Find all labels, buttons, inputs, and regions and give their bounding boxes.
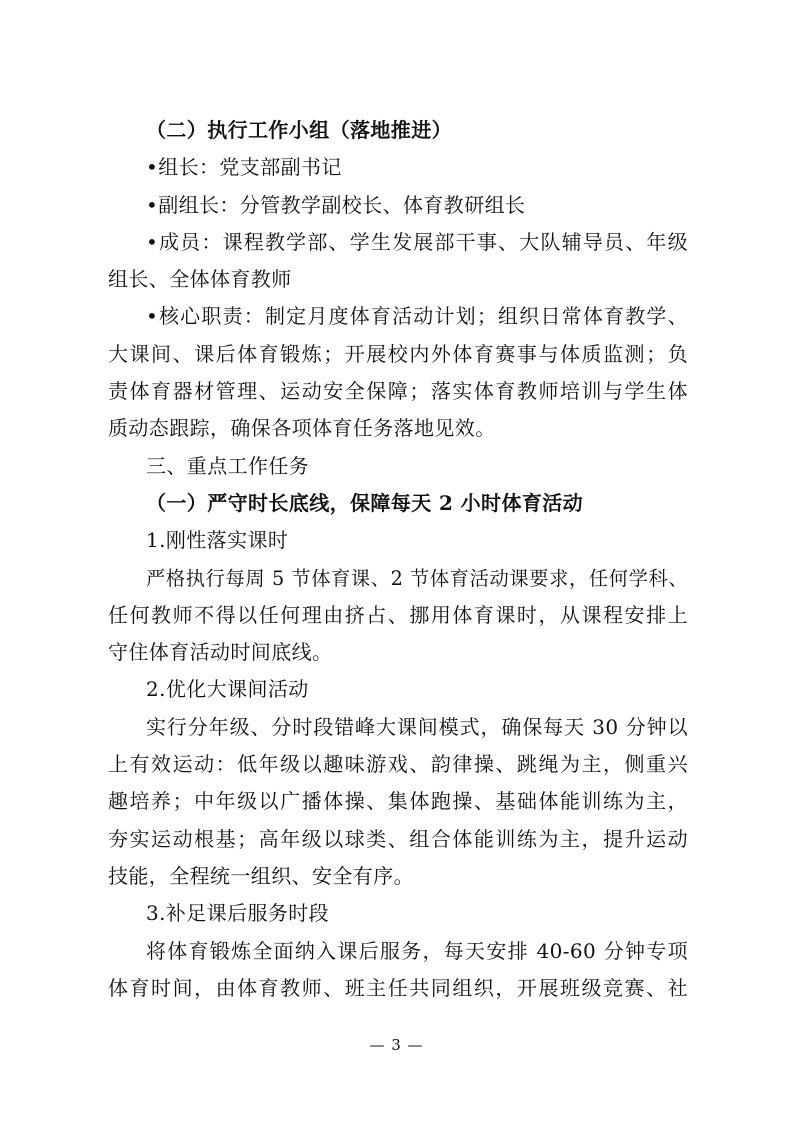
paragraph-line: 组长、全体体育教师 (108, 267, 292, 292)
paragraph-line: 将体育锻炼全面纳入课后服务，每天安排 40-60 分钟专项 (146, 938, 688, 963)
page-number: — 3 — (369, 1036, 424, 1054)
paragraph-line: 体育时间，由体育教师、班主任共同组织，开展班级竞赛、社 (108, 975, 688, 1000)
paragraph-line: •组长：党支部副书记 (146, 155, 342, 180)
paragraph-line: 大课间、课后体育锻炼；开展校内外体育赛事与体质监测；负 (108, 341, 688, 366)
paragraph-line: 守住体育活动时间底线。 (108, 640, 333, 665)
paragraph-line: 趣培养；中年级以广播体操、集体跑操、基础体能训练为主， (108, 789, 688, 814)
paragraph-line: 严格执行每周 5 节体育课、2 节体育活动课要求，任何学科、 (146, 566, 688, 590)
paragraph-line: 任何教师不得以任何理由挤占、挪用体育课时，从课程安排上 (108, 602, 688, 627)
section-heading: 三、重点工作任务 (146, 453, 310, 478)
paragraph-line: •成员：课程教学部、学生发展部干事、大队辅导员、年级 (146, 229, 688, 254)
paragraph-line: •核心职责：制定月度体育活动计划；组织日常体育教学、 (146, 304, 688, 329)
item-heading: 3.补足课后服务时段 (146, 901, 330, 926)
paragraph-line: （二）执行工作小组（落地推进） (146, 118, 452, 142)
subsection-heading: （一）严守时长底线，保障每天 2 小时体育活动 (146, 490, 584, 515)
paragraph-line: 技能，全程统一组织、安全有序。 (108, 863, 414, 888)
paragraph-line: 夯实运动根基；高年级以球类、组合体能训练为主，提升运动 (108, 826, 688, 851)
item-heading: 2.优化大课间活动 (146, 677, 309, 702)
paragraph-line: 责体育器材管理、运动安全保障；落实体育教师培训与学生体 (108, 379, 688, 404)
document-body (108, 112, 688, 1007)
paragraph-line: •副组长：分管教学副校长、体育教研组长 (146, 192, 526, 217)
paragraph-line: 上有效运动：低年级以趣味游戏、韵律操、跳绳为主，侧重兴 (108, 752, 688, 777)
paragraph-line: 实行分年级、分时段错峰大课间模式，确保每天 30 分钟以 (146, 714, 688, 739)
paragraph-line: 质动态跟踪，确保各项体育任务落地见效。 (108, 416, 496, 441)
item-heading: 1.刚性落实课时 (146, 528, 289, 553)
